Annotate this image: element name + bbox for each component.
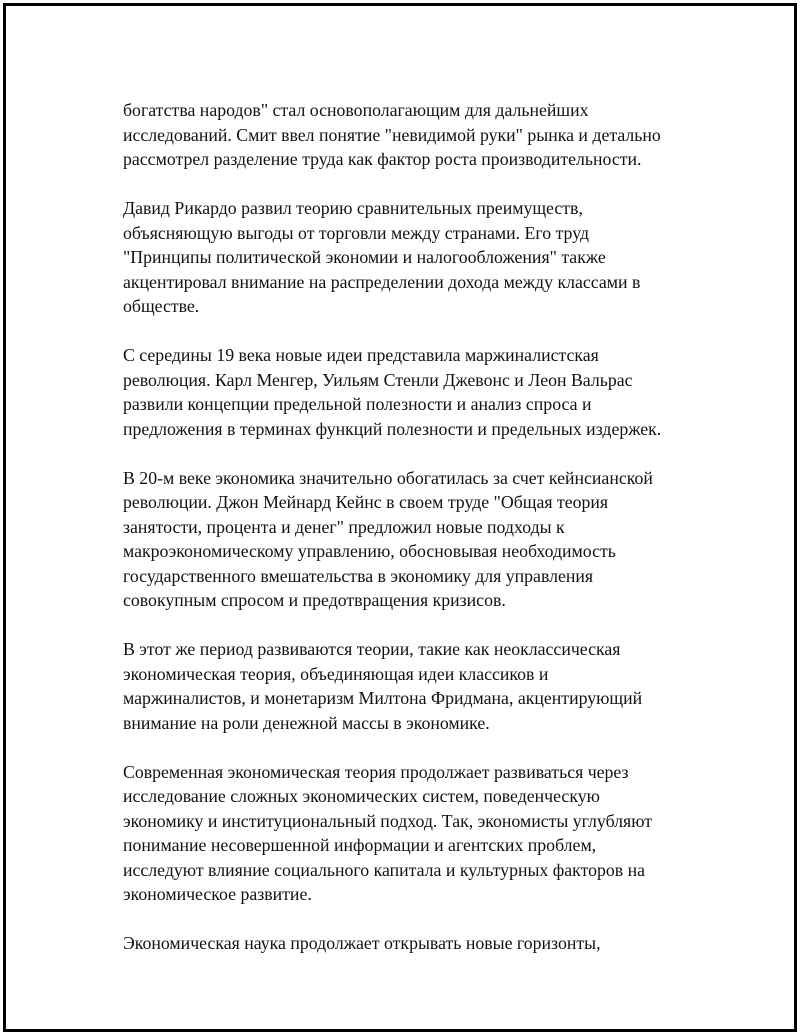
text-line: исследование сложных экономических систем, поведенческую (123, 786, 600, 806)
text-line: "Принципы политической экономии и налогообложения" также (123, 247, 606, 267)
paragraph-neoclassical (123, 637, 693, 735)
text-line: объясняющую выгоды от торговли между странами. Его труд (123, 222, 590, 243)
text-line: Экономическая наука продолжает открывать новые горизонты, (123, 933, 601, 953)
text-line: акцентировал внимание на распределении дохода между классами в (123, 271, 641, 292)
text-line: развили концепции предельной полезности и анализ спроса и (123, 394, 592, 414)
paragraph-keynes (123, 466, 693, 613)
text-line: революции. Джон Мейнард Кейнс в своем труде "Общая теория (123, 492, 609, 512)
text-line: обществе. (123, 296, 200, 316)
text-line: маржиналистов, и монетаризм Милтона Фридмана, акцентирующий (123, 688, 643, 708)
text-line: рассмотрел разделение труда как фактор роста производительности. (123, 149, 642, 169)
text-line: богатства народов" стал основополагающим для дальнейших (123, 100, 589, 120)
text-line: экономику и институциональный подход. Так, экономисты углубляют (123, 810, 653, 831)
paragraph-horizons (123, 931, 693, 956)
text-line: экономическая теория, объединяющая идеи классиков и (123, 663, 549, 684)
paragraph-marginalism (123, 343, 693, 441)
text-line: Давид Рикардо развил теорию сравнительных преимуществ, (123, 198, 583, 218)
text-line: исследуют влияние социального капитала и культурных факторов на (123, 859, 646, 880)
text-line: В этот же период развиваются теории, такие как неоклассическая (123, 639, 621, 659)
paragraph-smith (123, 98, 693, 172)
text-line: В 20-м веке экономика значительно обогатилась за счет кейнсианской (123, 467, 653, 488)
paragraph-ricardo (123, 196, 693, 319)
text-line: занятости, процента и денег" предложил новые подходы к (123, 516, 565, 537)
text-line: понимание несовершенной информации и агентских проблем, (123, 835, 597, 855)
paragraph-modern (123, 760, 693, 907)
text-line: исследований. Смит ввел понятие "невидимой руки" рынка и детально (123, 124, 661, 145)
text-line: С середины 19 века новые идеи представила маржиналистская (123, 345, 599, 365)
page-content (123, 98, 693, 980)
text-line: революция. Карл Менгер, Уильям Стенли Джевонс и Леон Вальрас (123, 369, 633, 390)
text-line: совокупным спросом и предотвращения кризисов. (123, 590, 506, 610)
text-line: государственного вмешательства в экономику для управления (123, 565, 594, 586)
text-line: предложения в терминах функций полезности и предельных издержек. (123, 418, 662, 439)
text-line: экономическое развитие. (123, 884, 312, 904)
text-line: Современная экономическая теория продолжает развиваться через (123, 761, 629, 782)
text-line: макроэкономическому управлению, обосновывая необходимость (123, 541, 616, 561)
text-line: внимание на роли денежной массы в экономике. (123, 712, 490, 733)
page-frame (3, 3, 797, 1032)
